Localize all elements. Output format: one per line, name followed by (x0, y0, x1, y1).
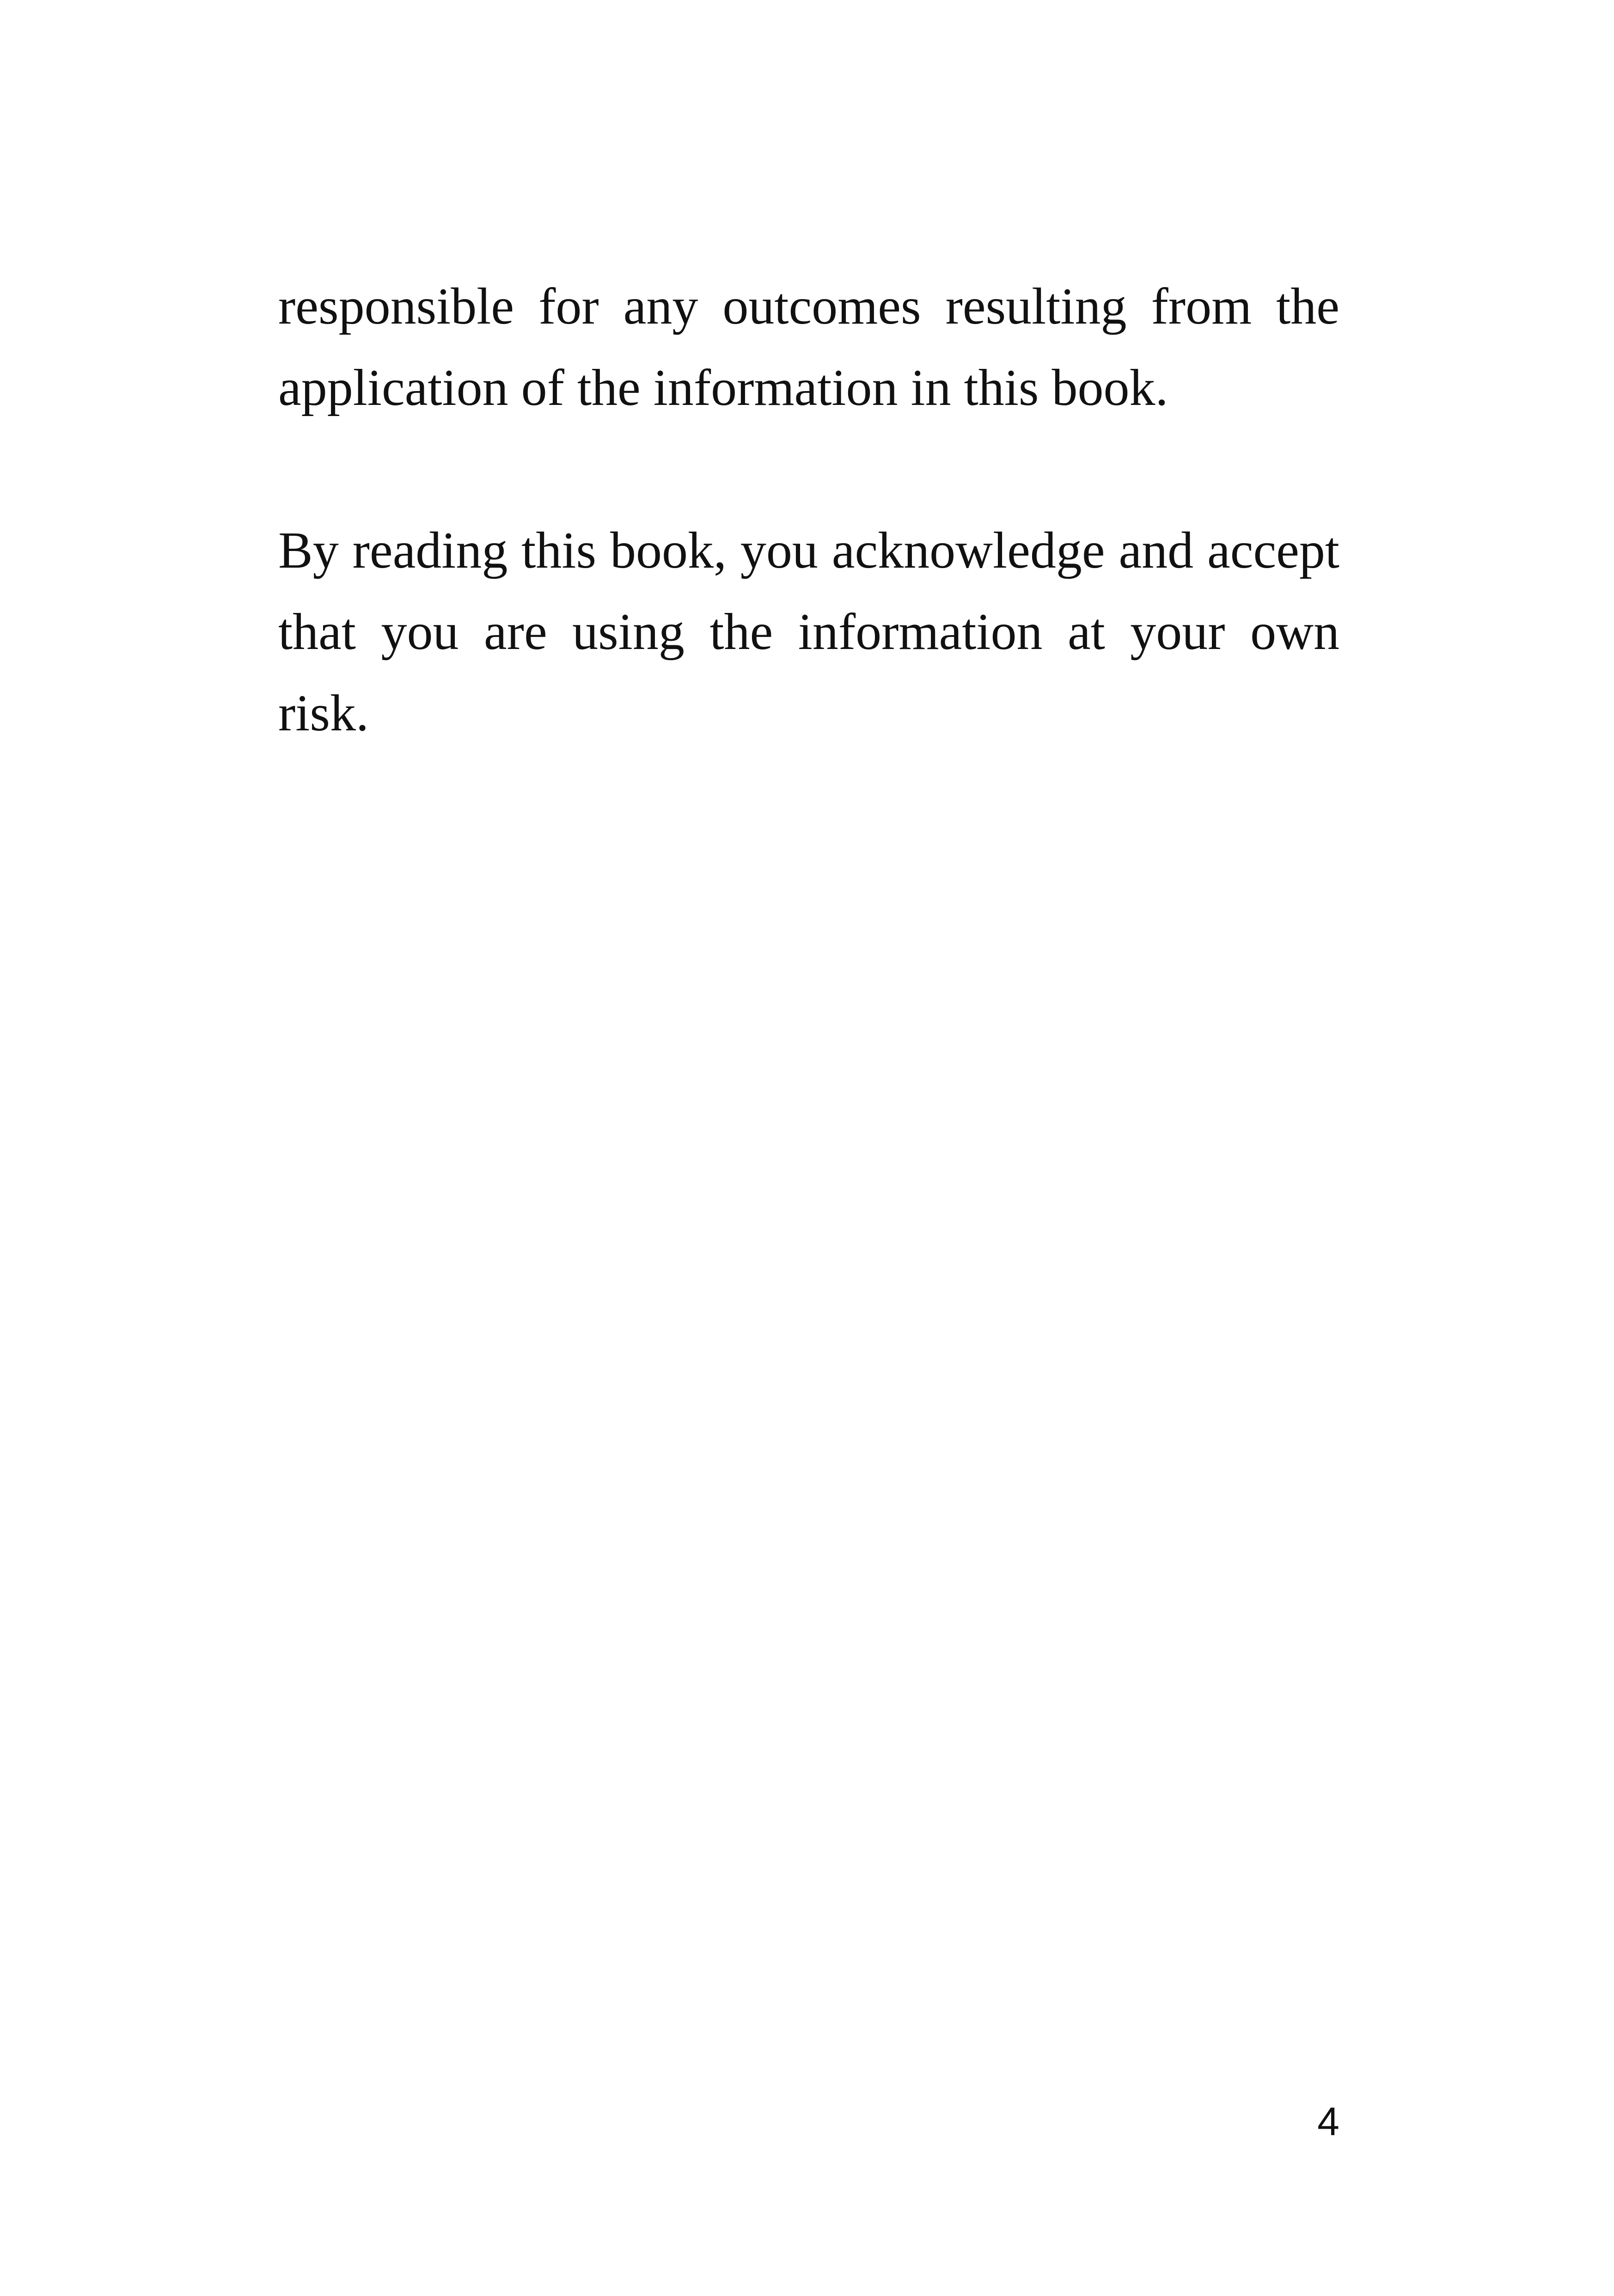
page-number: 4 (1317, 2100, 1339, 2144)
paragraph-2: By reading this book, you acknowledge and accept that you are using the information at your own risk. (278, 522, 1339, 742)
body-text (278, 266, 1339, 754)
paragraph-1: responsible for any outcomes resulting from the application of the information in this book. (278, 278, 1339, 416)
